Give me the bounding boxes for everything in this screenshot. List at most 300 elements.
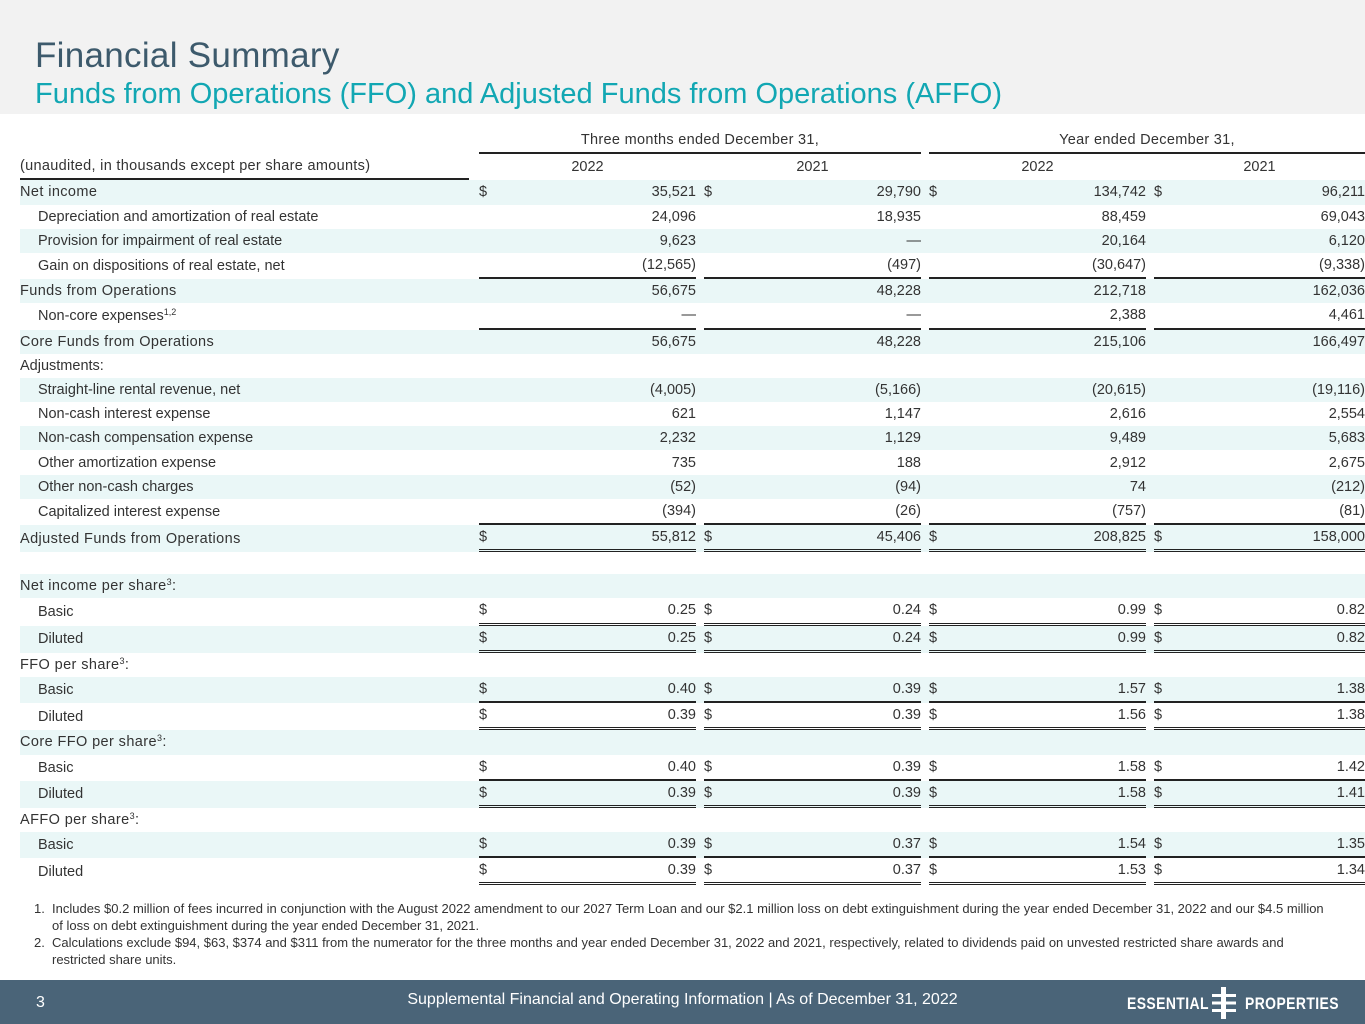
- value-cell: 96,211: [1174, 180, 1365, 204]
- value-cell: 0.39: [499, 703, 696, 730]
- value-cell: (12,565): [499, 253, 696, 279]
- currency-symbol: [929, 378, 949, 402]
- currency-symbol: [479, 574, 499, 598]
- value-cell: [499, 653, 696, 677]
- column-gap: [696, 598, 704, 625]
- value-cell: 1.58: [949, 781, 1146, 808]
- currency-symbol: $: [929, 598, 949, 625]
- column-gap: [1146, 499, 1154, 525]
- page-subtitle: Funds from Operations (FFO) and Adjusted Funds from Operations (AFFO): [35, 78, 1003, 110]
- column-gap: [1146, 205, 1154, 229]
- currency-symbol: [1154, 378, 1174, 402]
- currency-symbol: [1154, 653, 1174, 677]
- currency-symbol: [704, 499, 724, 525]
- currency-symbol: $: [929, 626, 949, 653]
- value-cell: 0.39: [724, 677, 921, 703]
- currency-symbol: [479, 330, 499, 354]
- currency-symbol: [479, 808, 499, 832]
- currency-symbol: [704, 303, 724, 329]
- value-cell: [949, 808, 1146, 832]
- value-cell: (30,647): [949, 253, 1146, 279]
- row-label-suffix: :: [162, 734, 167, 751]
- column-gap: [696, 279, 704, 303]
- footnote-ref: 3: [156, 733, 163, 744]
- currency-symbol: [929, 279, 949, 303]
- column-gap: [696, 808, 704, 832]
- value-cell: 0.39: [499, 832, 696, 858]
- column-gap: [1146, 598, 1154, 625]
- column-gap: [921, 253, 929, 279]
- value-cell: 56,675: [499, 330, 696, 354]
- column-gap: [469, 755, 479, 781]
- currency-symbol: $: [1154, 858, 1174, 885]
- value-cell: 212,718: [949, 279, 1146, 303]
- footnote-ref: 3: [119, 655, 125, 666]
- currency-symbol: $: [929, 180, 949, 204]
- column-gap: [921, 574, 929, 598]
- column-gap: [696, 730, 704, 754]
- essential-properties-logo: [1127, 987, 1339, 1019]
- column-gap: [1146, 354, 1154, 378]
- column-gap: [469, 279, 479, 303]
- column-gap: [696, 180, 704, 204]
- value-cell: [724, 808, 921, 832]
- column-gap: [921, 205, 929, 229]
- table-row: [20, 598, 1365, 625]
- currency-symbol: [704, 450, 724, 474]
- value-cell: 0.37: [724, 858, 921, 885]
- footnote-number: 2.: [34, 935, 45, 950]
- column-gap: [921, 703, 929, 730]
- value-cell: (4,005): [499, 378, 696, 402]
- currency-symbol: [704, 653, 724, 677]
- column-gap: [921, 832, 929, 858]
- value-cell: (394): [499, 499, 696, 525]
- table-row: [20, 574, 1365, 598]
- value-cell: (497): [724, 253, 921, 279]
- column-gap: [696, 475, 704, 499]
- column-gap: [696, 378, 704, 402]
- column-gap: [469, 677, 479, 703]
- column-gap: [696, 354, 704, 378]
- row-label-text: FFO per share: [20, 656, 120, 673]
- value-cell: 158,000: [1174, 525, 1365, 552]
- table-row: [20, 703, 1365, 730]
- value-cell: 1.56: [949, 703, 1146, 730]
- value-cell: [1174, 653, 1365, 677]
- table-row: [20, 499, 1365, 525]
- currency-symbol: [479, 205, 499, 229]
- group-header-year: Year ended December 31,: [929, 128, 1365, 154]
- value-cell: 0.24: [724, 626, 921, 653]
- value-cell: 29,790: [724, 180, 921, 204]
- row-label: [20, 703, 469, 730]
- table-row: [20, 330, 1365, 354]
- row-label: [20, 279, 469, 303]
- logo-word-right: PROPERTIES: [1245, 994, 1339, 1013]
- column-gap: [1146, 808, 1154, 832]
- row-label: [20, 180, 469, 204]
- value-cell: 735: [671, 454, 696, 471]
- currency-symbol: $: [929, 677, 949, 703]
- value-cell: 9,623: [499, 229, 696, 253]
- column-gap: [921, 499, 929, 525]
- currency-symbol: $: [479, 755, 499, 781]
- column-gap: [469, 574, 479, 598]
- currency-symbol: [479, 279, 499, 303]
- value-cell: (212): [1174, 475, 1365, 499]
- table-row: [20, 205, 1365, 229]
- logo-mark-icon: [1211, 987, 1237, 1019]
- value-cell: 0.99: [949, 626, 1146, 653]
- column-gap: [696, 626, 704, 653]
- currency-symbol: [704, 402, 724, 426]
- value-cell: 48,228: [724, 330, 921, 354]
- currency-symbol: [1154, 808, 1174, 832]
- value-cell: 5,683: [1174, 426, 1365, 450]
- currency-symbol: $: [1154, 755, 1174, 781]
- value-cell: (9,338): [1174, 253, 1365, 279]
- row-label-text: Basic: [38, 682, 74, 699]
- row-label-text: Gain on dispositions of real estate, net: [38, 258, 285, 275]
- row-label: [20, 253, 469, 279]
- currency-symbol: [929, 450, 949, 474]
- currency-symbol: $: [929, 755, 949, 781]
- currency-symbol: $: [929, 832, 949, 858]
- currency-symbol: $: [704, 626, 724, 653]
- value-cell: [1174, 574, 1365, 598]
- currency-symbol: [1154, 574, 1174, 598]
- column-gap: [696, 858, 704, 885]
- currency-symbol: [929, 205, 949, 229]
- column-gap: [696, 205, 704, 229]
- value-cell: 0.40: [499, 755, 696, 781]
- currency-symbol: $: [704, 781, 724, 808]
- value-cell: 2,912: [1109, 454, 1146, 471]
- value-cell: 0.39: [499, 858, 696, 885]
- column-gap: [921, 330, 929, 354]
- footnotes: [28, 900, 1328, 968]
- value-cell: 0.25: [499, 626, 696, 653]
- currency-symbol: [1154, 330, 1174, 354]
- value-cell: (19,116): [1174, 378, 1365, 402]
- column-gap: [469, 475, 479, 499]
- column-gap: [696, 653, 704, 677]
- value-cell: [724, 730, 921, 754]
- footnote-text: Includes $0.2 million of fees incurred in conjunction with the August 2022 amendment to our 2027 Term Loan and our $2.1 million loss on debt extinguishment during the year ended December 31, 2022 and our $4.5 million of loss on debt extinguishment during the year ended December 31, 2021.: [52, 901, 1324, 933]
- currency-symbol: [479, 378, 499, 402]
- column-gap: [469, 426, 479, 450]
- table-row: [20, 354, 1365, 378]
- column-gap: [696, 574, 704, 598]
- value-cell: [1174, 354, 1365, 378]
- footnote-ref: 3: [129, 810, 135, 821]
- row-label-suffix: :: [124, 656, 130, 673]
- column-gap: [469, 330, 479, 354]
- row-label: [20, 378, 469, 402]
- currency-symbol: [704, 205, 724, 229]
- column-gap: [696, 703, 704, 730]
- column-gap: [921, 755, 929, 781]
- row-label-text: Net income: [20, 184, 98, 201]
- column-gap: [1146, 330, 1154, 354]
- column-gap: [1146, 229, 1154, 253]
- column-gap: [469, 626, 479, 653]
- table-row: [20, 858, 1365, 885]
- currency-symbol: [704, 330, 724, 354]
- column-gap: [921, 279, 929, 303]
- row-label: [20, 475, 469, 499]
- currency-symbol: $: [479, 832, 499, 858]
- column-gap: [469, 499, 479, 525]
- spacer-cell: [20, 552, 1365, 574]
- value-cell: 2,616: [1109, 406, 1146, 423]
- column-gap: [921, 677, 929, 703]
- footnote-ref: 3: [166, 577, 173, 588]
- column-gap: [1146, 574, 1154, 598]
- currency-symbol: $: [479, 858, 499, 885]
- table-row: [20, 253, 1365, 279]
- table-row: [20, 808, 1365, 832]
- table-row: [20, 475, 1365, 499]
- column-gap: [1146, 253, 1154, 279]
- row-label: [20, 626, 469, 653]
- column-gap: [921, 525, 929, 552]
- column-gap: [921, 354, 929, 378]
- column-gap: [696, 253, 704, 279]
- column-gap: [469, 253, 479, 279]
- currency-symbol: [704, 253, 724, 279]
- row-label-text: Net income per share: [20, 578, 167, 595]
- table-row: [20, 525, 1365, 552]
- currency-symbol: $: [1154, 832, 1174, 858]
- currency-symbol: [1154, 354, 1174, 378]
- value-cell: [724, 653, 921, 677]
- row-label-text: Diluted: [38, 631, 84, 648]
- year-header: 2021: [1243, 159, 1276, 176]
- footnote-2: [28, 934, 1328, 968]
- value-cell: 0.24: [724, 598, 921, 625]
- row-label-text: Basic: [38, 837, 74, 854]
- table-row: [20, 229, 1365, 253]
- column-gap: [1146, 402, 1154, 426]
- value-cell: 55,812: [499, 525, 696, 552]
- currency-symbol: $: [704, 677, 724, 703]
- value-cell: 188: [896, 454, 921, 471]
- value-cell: (26): [724, 499, 921, 525]
- value-cell: 9,489: [949, 426, 1146, 450]
- value-cell: 1.42: [1174, 755, 1365, 781]
- column-gap: [469, 229, 479, 253]
- row-label: [20, 330, 469, 354]
- currency-symbol: [479, 653, 499, 677]
- currency-symbol: $: [704, 703, 724, 730]
- column-gap: [696, 450, 704, 474]
- row-label-text: Non-cash interest expense: [38, 406, 211, 423]
- column-gap: [1146, 378, 1154, 402]
- value-cell: 20,164: [949, 229, 1146, 253]
- row-label: [20, 598, 469, 625]
- row-label: [20, 653, 469, 677]
- value-cell: [949, 574, 1146, 598]
- row-label: [20, 450, 469, 474]
- value-cell: 1.54: [949, 832, 1146, 858]
- column-gap: [1146, 525, 1154, 552]
- row-label-suffix: :: [134, 811, 140, 828]
- value-cell: 69,043: [1320, 208, 1365, 225]
- value-cell: [724, 574, 921, 598]
- currency-symbol: [929, 574, 949, 598]
- row-label: [20, 781, 469, 808]
- currency-symbol: $: [929, 858, 949, 885]
- column-gap: [469, 402, 479, 426]
- currency-symbol: $: [479, 180, 499, 204]
- row-label-text: Basic: [38, 603, 74, 620]
- currency-symbol: [704, 426, 724, 450]
- value-cell: [724, 354, 921, 378]
- column-gap: [1146, 858, 1154, 885]
- table-row: [20, 781, 1365, 808]
- value-cell: 166,497: [1174, 330, 1365, 354]
- column-gap: [1146, 475, 1154, 499]
- value-cell: 162,036: [1174, 279, 1365, 303]
- table-row: [20, 730, 1365, 754]
- currency-symbol: $: [929, 525, 949, 552]
- row-label: [20, 205, 469, 229]
- value-cell: (52): [499, 475, 696, 499]
- column-gap: [696, 499, 704, 525]
- value-cell: 0.39: [724, 781, 921, 808]
- column-gap: [1146, 426, 1154, 450]
- table-row: [20, 426, 1365, 450]
- value-cell: (94): [724, 475, 921, 499]
- ffo-affo-table: [20, 128, 1365, 885]
- value-cell: 0.39: [499, 781, 696, 808]
- row-label-text: Adjustments:: [20, 357, 104, 374]
- row-label-text: Diluted: [38, 708, 84, 725]
- column-gap: [696, 525, 704, 552]
- footnote-number: 1.: [34, 901, 45, 916]
- table-row: [20, 677, 1365, 703]
- column-gap: [469, 205, 479, 229]
- currency-symbol: $: [704, 525, 724, 552]
- row-label: [20, 525, 469, 552]
- currency-symbol: $: [704, 180, 724, 204]
- value-cell: 0.82: [1174, 598, 1365, 625]
- currency-symbol: [704, 808, 724, 832]
- currency-symbol: $: [479, 677, 499, 703]
- slide-footer: [0, 980, 1365, 1024]
- row-label-text: Capitalized interest expense: [38, 503, 221, 520]
- currency-symbol: [929, 253, 949, 279]
- column-gap: [1146, 832, 1154, 858]
- footer-text: Supplemental Financial and Operating Information | As of December 31, 2022: [407, 991, 958, 1008]
- row-label-text: Other non-cash charges: [38, 478, 194, 495]
- currency-symbol: [479, 730, 499, 754]
- currency-symbol: [1154, 475, 1174, 499]
- value-cell: 621: [671, 406, 696, 423]
- row-label: [20, 858, 469, 885]
- value-cell: [949, 730, 1146, 754]
- row-label: [20, 229, 469, 253]
- row-label-text: Funds from Operations: [20, 283, 177, 300]
- column-gap: [469, 525, 479, 552]
- currency-symbol: $: [479, 781, 499, 808]
- value-cell: 0.39: [724, 755, 921, 781]
- value-cell: [499, 808, 696, 832]
- value-cell: 1.57: [949, 677, 1146, 703]
- column-gap: [469, 832, 479, 858]
- currency-symbol: [929, 330, 949, 354]
- row-label-text: Provision for impairment of real estate: [38, 232, 283, 249]
- column-gap: [921, 426, 929, 450]
- value-cell: 18,935: [876, 208, 921, 225]
- page-title: Financial Summary: [35, 36, 340, 75]
- currency-symbol: [1154, 730, 1174, 754]
- row-label-text: Core Funds from Operations: [20, 333, 215, 350]
- currency-symbol: $: [1154, 180, 1174, 204]
- currency-symbol: $: [479, 525, 499, 552]
- value-cell: 0.82: [1174, 626, 1365, 653]
- value-cell: 88,459: [1101, 208, 1146, 225]
- currency-symbol: [479, 229, 499, 253]
- column-gap: [921, 475, 929, 499]
- row-label-text: Basic: [38, 759, 74, 776]
- value-cell: 1.58: [949, 755, 1146, 781]
- value-cell: 0.39: [724, 703, 921, 730]
- row-label: [20, 402, 469, 426]
- column-gap: [921, 781, 929, 808]
- column-gap: [1146, 626, 1154, 653]
- column-gap: [469, 653, 479, 677]
- value-cell: [949, 653, 1146, 677]
- column-gap: [921, 180, 929, 204]
- currency-symbol: [1154, 279, 1174, 303]
- row-label: [20, 426, 469, 450]
- value-cell: 1.53: [949, 858, 1146, 885]
- column-gap: [696, 229, 704, 253]
- group-header-row: [20, 128, 1365, 154]
- value-cell: 1.38: [1174, 703, 1365, 730]
- value-cell: 0.99: [949, 598, 1146, 625]
- table-row: [20, 755, 1365, 781]
- currency-symbol: [929, 808, 949, 832]
- row-label-suffix: :: [172, 578, 177, 595]
- currency-symbol: [704, 475, 724, 499]
- value-cell: 48,228: [724, 279, 921, 303]
- value-cell: (81): [1174, 499, 1365, 525]
- currency-symbol: [929, 499, 949, 525]
- currency-symbol: $: [1154, 626, 1174, 653]
- column-gap: [921, 378, 929, 402]
- currency-symbol: [929, 354, 949, 378]
- currency-symbol: [1154, 229, 1174, 253]
- column-gap: [696, 832, 704, 858]
- value-cell: [499, 574, 696, 598]
- value-cell: [1174, 730, 1365, 754]
- value-cell: [949, 354, 1146, 378]
- column-gap: [696, 781, 704, 808]
- table-row: [20, 402, 1365, 426]
- footnote-ref: 1,2: [163, 307, 177, 318]
- table-row: [20, 378, 1365, 402]
- slide-header: [0, 0, 1365, 114]
- currency-symbol: $: [704, 832, 724, 858]
- logo-word-left: ESSENTIAL: [1127, 994, 1209, 1013]
- currency-symbol: [704, 229, 724, 253]
- value-cell: 45,406: [724, 525, 921, 552]
- table-row: [20, 653, 1365, 677]
